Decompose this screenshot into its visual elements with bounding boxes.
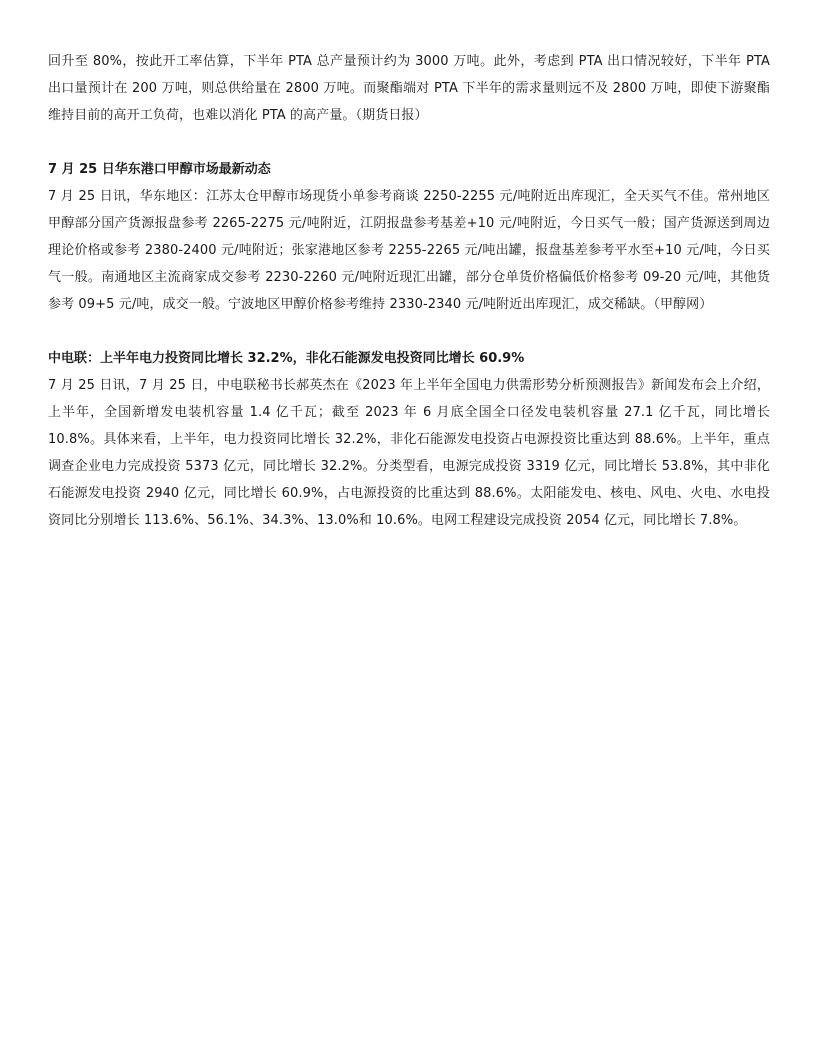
document-page xyxy=(48,48,770,534)
methanol-heading: 7 月 25 日华东港口甲醇市场最新动态 xyxy=(48,162,271,177)
pta-paragraph: 回升至 80%，按此开工率估算，下半年 PTA 总产量预计约为 3000 万吨。此外，考虑到 PTA 出口情况较好，下半年 PTA 出口量预计在 200 万吨，则总供给量在 2800 万吨。而聚酯端对 PTA 下半年的需求量则远不及 2800 万吨，即使下游聚酯维持目前的高开工负荷，也难以消化 PTA 的高产量。（期货日报） xyxy=(48,54,770,123)
section-gap xyxy=(48,129,770,156)
section-gap xyxy=(48,318,770,345)
methanol-paragraph: 7 月 25 日讯，华东地区：江苏太仓甲醇市场现货小单参考商谈 2250-2255 元/吨附近出库现汇，全天买气不佳。常州地区甲醇部分国产货源报盘参考 2265-2275 元/吨附近，江阴报盘参考基差+10 元/吨附近，今日买气一般；国产货源送到周边理论价格或参考 2380-2400 元/吨附近；张家港地区参考 2255-2265 元/吨出罐，报盘基差参考平水至+10 元/吨，今日买气一般。南通地区主流商家成交参考 2230-2260 元/吨附近现汇出罐，部分仓单货价格偏低价格参考 09-20 元/吨，其他货参考 09+5 元/吨，成交一般。宁波地区甲醇价格参考维持 2330-2340 元/吨附近出库现汇，成交稀缺。（甲醇网） xyxy=(48,189,770,312)
power-paragraph: 7 月 25 日讯，7 月 25 日，中电联秘书长郝英杰在《2023 年上半年全国电力供需形势分析预测报告》新闻发布会上介绍，上半年，全国新增发电装机容量 1.4 亿千瓦；截至 2023 年 6 月底全国全口径发电装机容量 27.1 亿千瓦，同比增长 10.8%。具体来看，上半年，电力投资同比增长 32.2%，非化石能源发电投资占电源投资比重达到 88.6%。上半年，重点调查企业电力完成投资 5373 亿元，同比增长 32.2%。分类型看，电源完成投资 3319 亿元，同比增长 53.8%，其中非化石能源发电投资 2940 亿元，同比增长 60.9%，占电源投资的比重达到 88.6%。太阳能发电、核电、风电、火电、水电投资同比分别增长 113.6%、56.1%、34.3%、13.0%和 10.6%。电网工程建设完成投资 2054 亿元，同比增长 7.8%。 xyxy=(48,378,770,528)
power-heading: 中电联：上半年电力投资同比增长 32.2%，非化石能源发电投资同比增长 60.9% xyxy=(48,351,525,366)
